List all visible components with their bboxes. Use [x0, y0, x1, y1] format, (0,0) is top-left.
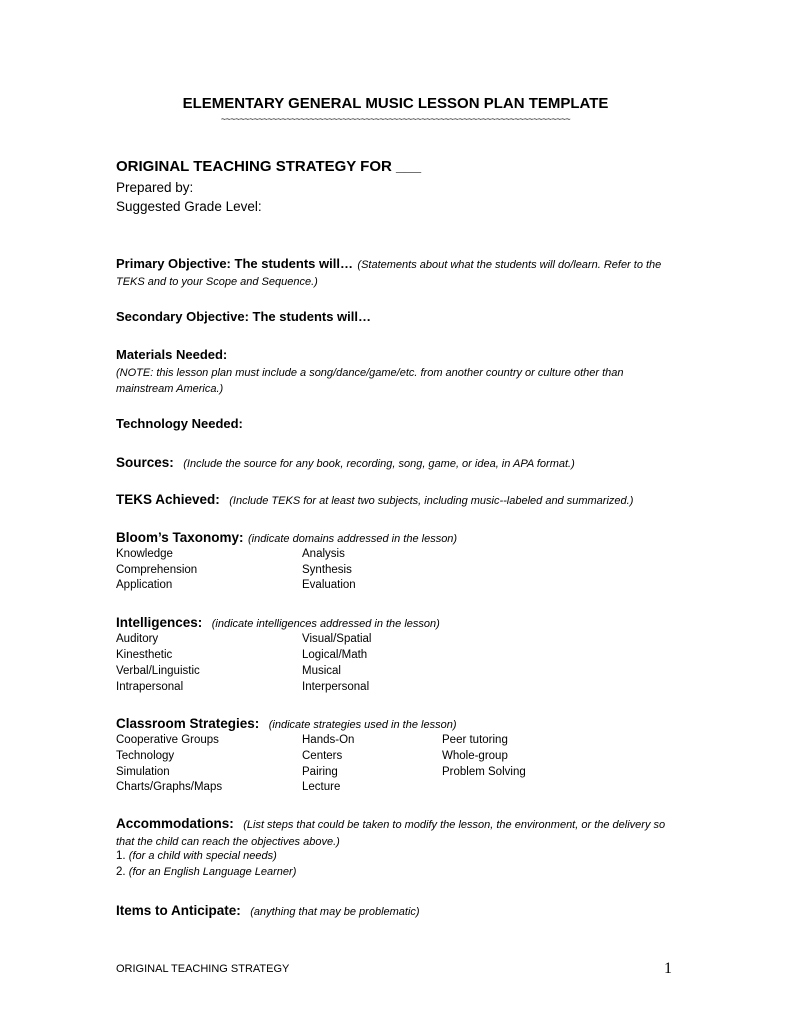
- accommodation-item-text: (for a child with special needs): [128, 850, 277, 862]
- strategy-item: Technology: [116, 750, 175, 762]
- intelligences-heading: [116, 614, 440, 632]
- blooms-label: Bloom’s Taxonomy:: [116, 530, 244, 545]
- accommodations-section: [116, 816, 676, 850]
- technology-label: Technology Needed:: [116, 416, 243, 431]
- accommodations-label: Accommodations:: [116, 816, 234, 831]
- teks-label: TEKS Achieved:: [116, 492, 220, 507]
- intelligences-label: Intelligences:: [116, 615, 203, 630]
- intelligence-item: Kinesthetic: [116, 649, 173, 661]
- strategy-item: Whole-group: [442, 750, 508, 762]
- blooms-item: Analysis: [302, 548, 345, 560]
- blooms-note: (indicate domains addressed in the lesson): [247, 533, 458, 545]
- strategy-item: Pairing: [302, 766, 338, 778]
- sources-note: (Include the source for any book, recording, song, game, or idea, in APA format.): [183, 458, 575, 470]
- blooms-item: Comprehension: [116, 564, 198, 576]
- secondary-objective-label: Secondary Objective: The students will…: [116, 309, 372, 324]
- classroom-strategies-label: Classroom Strategies:: [116, 716, 260, 731]
- teks-section: [116, 491, 633, 509]
- blooms-item: Synthesis: [302, 564, 352, 576]
- intelligence-item: Visual/Spatial: [302, 633, 372, 645]
- strategy-heading: ORIGINAL TEACHING STRATEGY FOR ___: [116, 158, 422, 175]
- prepared-by-label: Prepared by:: [116, 180, 194, 195]
- primary-objective: [116, 256, 676, 290]
- strategy-item: Peer tutoring: [442, 734, 508, 746]
- strategy-item: Centers: [302, 750, 343, 762]
- blooms-item: Application: [116, 579, 173, 591]
- intelligences-note: (indicate intelligences addressed in the lesson): [211, 618, 440, 630]
- intelligence-item: Interpersonal: [302, 681, 370, 693]
- accommodation-item-text: (for an English Language Learner): [128, 866, 297, 878]
- accommodation-item-number: 1.: [116, 850, 126, 862]
- strategy-item: Hands-On: [302, 734, 355, 746]
- accommodation-item: [116, 866, 296, 878]
- strategy-item: Lecture: [302, 781, 341, 793]
- intelligence-item: Logical/Math: [302, 649, 368, 661]
- anticipate-label: Items to Anticipate:: [116, 903, 241, 918]
- accommodations-note: (List steps that could be taken to modify the lesson, the environment, or the delivery so that the child can reach the objectives above.): [116, 819, 666, 848]
- strategy-item: Problem Solving: [442, 766, 526, 778]
- tilde-divider: ~~~~~~~~~~~~~~~~~~~~~~~~~~~~~~~~~~~~~~~~~~~~~~~~~~~~~~~~~~~~~~~~~~~~~~~~~~~: [220, 114, 571, 124]
- accommodation-item-number: 2.: [116, 866, 126, 878]
- classroom-strategies-note: (indicate strategies used in the lesson): [268, 719, 457, 731]
- accommodation-item: [116, 850, 277, 862]
- strategy-item: Simulation: [116, 766, 170, 778]
- materials-label: Materials Needed:: [116, 347, 228, 362]
- document-title: ELEMENTARY GENERAL MUSIC LESSON PLAN TEMPLATE: [182, 95, 609, 112]
- anticipate-section: [116, 902, 420, 920]
- blooms-heading: [116, 529, 457, 547]
- sources-label: Sources:: [116, 455, 174, 470]
- teks-note: (Include TEKS for at least two subjects, including music--labeled and summarized.): [229, 495, 634, 507]
- intelligence-item: Verbal/Linguistic: [116, 665, 200, 677]
- primary-objective-note: (Statements about what the students will do/learn. Refer to the TEKS and to your Scope and Sequence.): [116, 259, 662, 288]
- blooms-item: Evaluation: [302, 579, 356, 591]
- materials-note: (NOTE: this lesson plan must include a song/dance/game/etc. from another country or culture other than mainstream America.): [116, 367, 624, 395]
- primary-objective-label: Primary Objective: The students will…: [116, 256, 353, 271]
- page-number: 1: [664, 960, 672, 977]
- intelligence-item: Intrapersonal: [116, 681, 184, 693]
- sources-section: [116, 454, 575, 472]
- classroom-strategies-heading: [116, 715, 456, 733]
- blooms-item: Knowledge: [116, 548, 173, 560]
- grade-level-label: Suggested Grade Level:: [116, 199, 262, 214]
- footer-text: ORIGINAL TEACHING STRATEGY: [116, 963, 290, 975]
- strategy-item: Cooperative Groups: [116, 734, 219, 746]
- intelligence-item: Musical: [302, 665, 341, 677]
- strategy-item: Charts/Graphs/Maps: [116, 781, 223, 793]
- anticipate-note: (anything that may be problematic): [250, 906, 420, 918]
- intelligence-item: Auditory: [116, 633, 159, 645]
